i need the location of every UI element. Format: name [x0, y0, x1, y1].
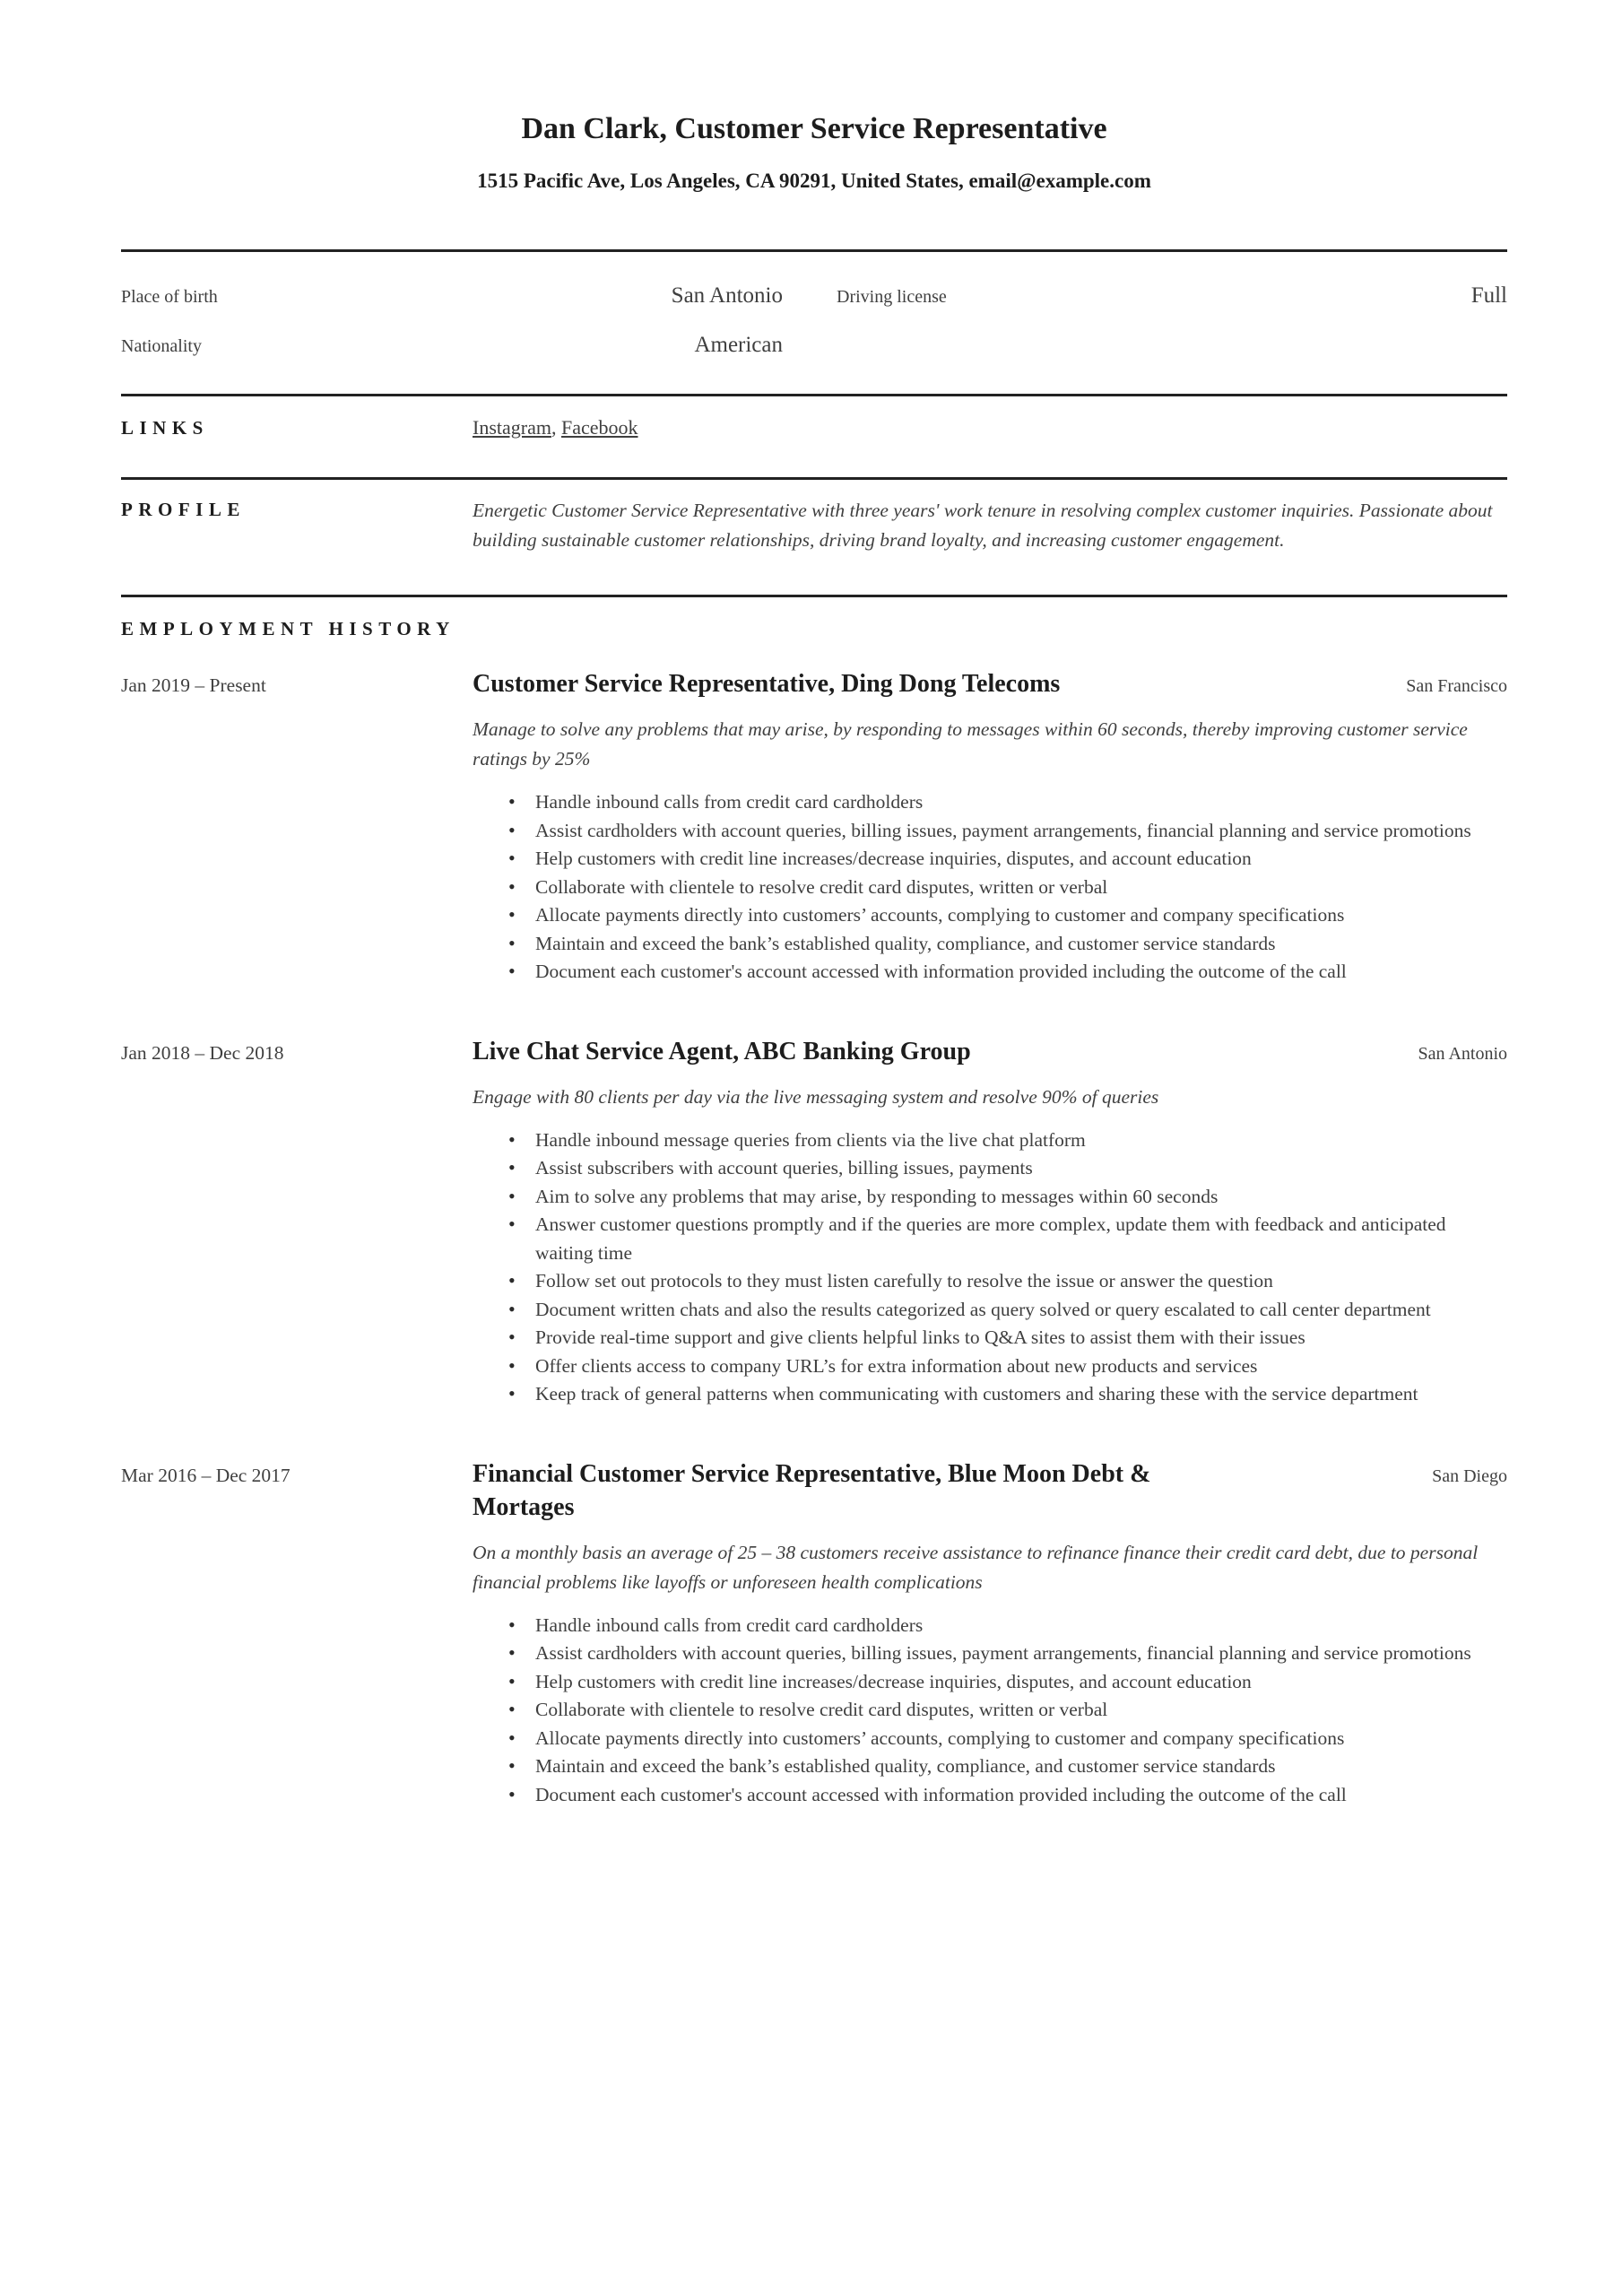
place-of-birth-label: Place of birth	[121, 287, 218, 307]
bullet-item: • Maintain and exceed the bank’s established quality, compliance, and customer service standards	[535, 1752, 1507, 1781]
bullet-item: • Document written chats and also the results categorized as query solved or query escalated to call center department	[535, 1296, 1507, 1325]
links-heading: LINKS	[121, 417, 209, 439]
job-dates: Jan 2019 – Present	[121, 674, 266, 696]
job-title: Customer Service Representative, Ding Dong Telecoms	[473, 670, 1061, 698]
bullet-item: • Collaborate with clientele to resolve credit card disputes, written or verbal	[535, 874, 1507, 902]
driving-license-value: Full	[1470, 283, 1507, 308]
bullet-item: • Handle inbound calls from credit card cardholders	[535, 788, 1507, 817]
instagram-link[interactable]: Instagram	[473, 416, 551, 439]
job-dates: Mar 2016 – Dec 2017	[121, 1464, 291, 1486]
job-title: Financial Customer Service Representative, Blue Moon Debt & Mortages	[473, 1459, 1151, 1521]
bullet-item: • Help customers with credit line increases/decrease inquiries, disputes, and account education	[535, 845, 1507, 874]
driving-license-label: Driving license	[837, 287, 947, 307]
bullet-item: • Assist cardholders with account queries, billing issues, payment arrangements, financial planning and service promotions	[535, 1639, 1507, 1668]
job-entry	[121, 1457, 1507, 1810]
bullet-item: • Help customers with credit line increases/decrease inquiries, disputes, and account education	[535, 1668, 1507, 1697]
personal-details-section	[121, 249, 1507, 360]
job-bullet-list	[473, 788, 1507, 987]
bullet-item: • Assist cardholders with account queries, billing issues, payment arrangements, financial planning and service promotions	[535, 817, 1507, 846]
resume-header	[121, 111, 1507, 194]
bullet-item: • Handle inbound message queries from clients via the live chat platform	[535, 1126, 1507, 1155]
employment-history-section	[121, 595, 1507, 1809]
job-bullet-list	[473, 1126, 1507, 1409]
links-separator: ,	[551, 416, 561, 439]
bullet-item: • Handle inbound calls from credit card cardholders	[535, 1612, 1507, 1640]
job-city: San Diego	[1432, 1465, 1507, 1486]
bullet-item: • Assist subscribers with account queries, billing issues, payments	[535, 1154, 1507, 1183]
job-summary: On a monthly basis an average of 25 – 38 customers receive assistance to refinance finance their credit card debt, due to personal financial problems like layoffs or unforeseen health complications	[473, 1541, 1479, 1593]
bullet-item: • Follow set out protocols to they must listen carefully to resolve the issue or answer the question	[535, 1267, 1507, 1296]
bullet-item: • Maintain and exceed the bank’s established quality, compliance, and customer service standards	[535, 930, 1507, 959]
bullet-item: • Collaborate with clientele to resolve credit card disputes, written or verbal	[535, 1696, 1507, 1725]
details-row	[121, 332, 1507, 360]
employment-history-heading: EMPLOYMENT HISTORY	[121, 618, 455, 639]
details-row	[121, 283, 1507, 310]
bullet-item: • Keep track of general patterns when communicating with customers and sharing these with the service department	[535, 1380, 1507, 1409]
job-city: San Antonio	[1418, 1043, 1507, 1064]
place-of-birth-value: San Antonio	[671, 283, 783, 308]
facebook-link[interactable]: Facebook	[560, 416, 638, 439]
bullet-item: • Provide real-time support and give clients helpful links to Q&A sites to assist them with their issues	[535, 1324, 1507, 1352]
bullet-item: • Document each customer's account accessed with information provided including the outcome of the call	[535, 958, 1507, 987]
job-city: San Francisco	[1406, 676, 1507, 696]
bullet-item: • Allocate payments directly into customers’ accounts, complying to customer and company specifications	[535, 1725, 1507, 1753]
nationality-label: Nationality	[121, 336, 202, 356]
links-section	[121, 394, 1507, 441]
bullet-item: • Answer customer questions promptly and if the queries are more complex, update them with feedback and anticipated waiting time	[535, 1211, 1507, 1267]
job-summary: Manage to solve any problems that may arise, by responding to messages within 60 seconds, thereby improving customer service ratings by 25%	[473, 718, 1468, 770]
job-dates: Jan 2018 – Dec 2018	[121, 1041, 284, 1064]
bullet-item: • Document each customer's account accessed with information provided including the outcome of the call	[535, 1781, 1507, 1810]
candidate-name: Dan Clark, Customer Service Representative	[521, 112, 1107, 145]
nationality-value: American	[694, 333, 783, 357]
profile-heading: PROFILE	[121, 499, 246, 520]
job-summary: Engage with 80 clients per day via the live messaging system and resolve 90% of queries	[473, 1085, 1159, 1108]
job-title: Live Chat Service Agent, ABC Banking Group	[473, 1037, 971, 1065]
job-bullet-list	[473, 1612, 1507, 1810]
contact-line: 1515 Pacific Ave, Los Angeles, CA 90291, United States, email@example.com	[477, 170, 1151, 192]
job-entry	[121, 1035, 1507, 1409]
job-entry	[121, 667, 1507, 987]
bullet-item: • Offer clients access to company URL’s for extra information about new products and services	[535, 1352, 1507, 1381]
profile-text: Energetic Customer Service Representative with three years' work tenure in resolving complex customer inquiries. Passionate about building sustainable customer relationships, driving brand loyalty, and increasing customer engagement.	[473, 500, 1493, 551]
bullet-item: • Aim to solve any problems that may arise, by responding to messages within 60 seconds	[535, 1183, 1507, 1212]
profile-section	[121, 477, 1507, 555]
bullet-item: • Allocate payments directly into customers’ accounts, complying to customer and company specifications	[535, 901, 1507, 930]
links-list	[473, 414, 1507, 441]
